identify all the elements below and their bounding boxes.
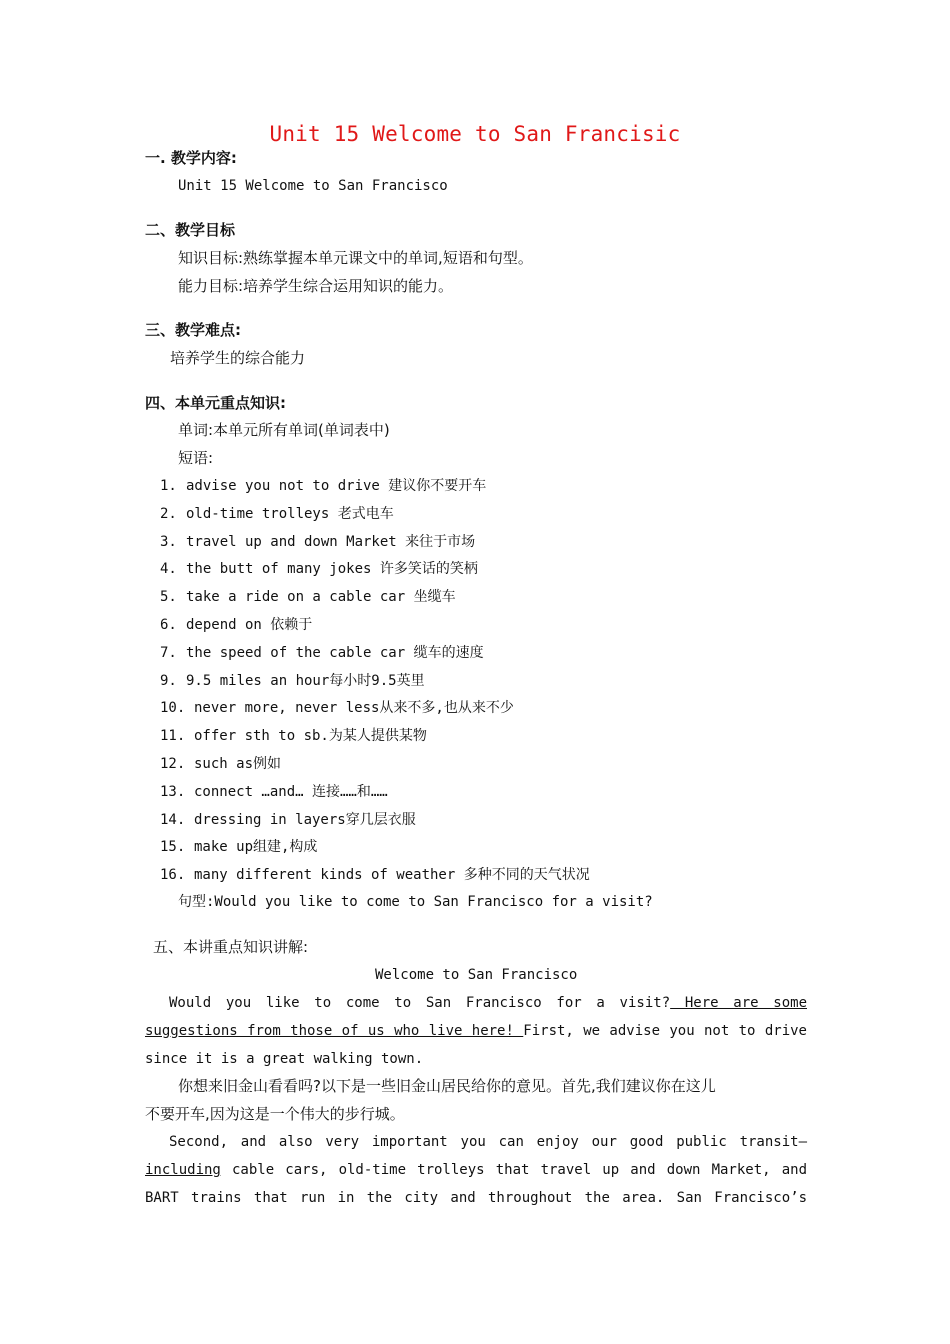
phrase-number: 15. — [160, 839, 186, 856]
section-2-heading: 二、教学目标 — [145, 221, 236, 239]
phrase-item — [160, 698, 514, 718]
passage-underlined-text: suggestions from those of us who live here! — [145, 1023, 524, 1039]
phrase-text: dressing in layers穿几层衣服 — [194, 811, 416, 828]
phrase-item — [160, 754, 281, 774]
document-title: Unit 15 Welcome to San Francisic — [269, 122, 681, 146]
phrase-number: 2. — [160, 505, 177, 522]
phrase-item — [160, 643, 484, 663]
translation-line-1: 你想来旧金山看看吗?以下是一些旧金山居民给你的意见。首先,我们建议你在这儿 — [178, 1077, 716, 1095]
section-3-heading: 三、教学难点: — [145, 321, 241, 339]
phrase-text: make up组建,构成 — [194, 839, 318, 856]
passage-p1-line-3: since it is a great walking town. — [145, 1051, 424, 1067]
phrase-item — [160, 810, 416, 830]
phrase-text: travel up and down Market 来往于市场 — [186, 533, 476, 550]
phrase-item — [160, 587, 456, 607]
passage-text: Would you like to come to San Francisco for a visit? — [169, 995, 671, 1011]
passage-p1-line-1 — [169, 993, 807, 1013]
passage-underlined-text: including — [145, 1162, 221, 1178]
phrase-text: the butt of many jokes 许多笑话的笑柄 — [186, 561, 478, 578]
section-4-words: 单词:本单元所有单词(单词表中) — [178, 421, 390, 439]
passage-text: First, we advise you not to drive — [523, 1023, 807, 1039]
passage-p3-line-1: Second, and also very important you can enjoy our good public transit— — [169, 1134, 807, 1150]
phrase-text: never more, never less从来不多,也从来不少 — [194, 700, 514, 717]
phrase-text: take a ride on a cable car 坐缆车 — [186, 589, 456, 606]
phrase-number: 11. — [160, 728, 186, 745]
section-2-line-2: 能力目标:培养学生综合运用知识的能力。 — [178, 277, 454, 295]
phrase-item — [160, 532, 475, 552]
section-4-heading: 四、本单元重点知识: — [145, 394, 286, 412]
passage-p3-line-2 — [145, 1160, 807, 1180]
phrase-number: 4. — [160, 561, 177, 578]
phrase-item — [160, 837, 317, 857]
phrase-number: 13. — [160, 783, 186, 800]
phrase-item — [160, 504, 394, 524]
passage-underlined-text: Here are some — [670, 995, 807, 1011]
phrase-item — [160, 671, 425, 691]
phrase-text: the speed of the cable car 缆车的速度 — [186, 644, 484, 661]
phrase-number: 10. — [160, 700, 186, 717]
phrase-number: 6. — [160, 617, 177, 633]
phrase-text: depend on 依赖于 — [186, 617, 313, 633]
phrase-item — [160, 476, 486, 496]
phrase-item — [160, 726, 427, 746]
section-1-body: Unit 15 Welcome to San Francisco — [178, 178, 448, 194]
passage-text: cable cars, old-time trolleys that travel up and down Market, and — [220, 1162, 807, 1178]
phrase-text: connect …and… 连接……和…… — [194, 783, 388, 800]
phrase-item — [160, 559, 478, 579]
translation-line-2: 不要开车,因为这是一个伟大的步行城。 — [145, 1105, 405, 1123]
phrase-number: 1. — [160, 478, 177, 494]
phrase-text: many different kinds of weather 多种不同的天气状况 — [194, 867, 590, 884]
phrase-number: 7. — [160, 644, 177, 661]
phrase-text: offer sth to sb.为某人提供某物 — [194, 728, 427, 745]
phrase-item — [160, 865, 590, 885]
section-5-heading: 五、本讲重点知识讲解: — [153, 938, 309, 956]
passage-p1-line-2 — [145, 1021, 807, 1041]
passage-p3-line-3: BART trains that run in the city and throughout the area. San Francisco’s — [145, 1190, 807, 1206]
phrase-text: advise you not to drive 建议你不要开车 — [186, 478, 487, 494]
phrase-number: 12. — [160, 756, 186, 772]
section-2-line-1: 知识目标:熟练掌握本单元课文中的单词,短语和句型。 — [178, 249, 533, 267]
phrase-item — [160, 782, 388, 802]
phrase-number: 16. — [160, 867, 186, 884]
passage-title: Welcome to San Francisco — [375, 967, 578, 983]
section-1-heading: 一. 教学内容: — [145, 149, 237, 167]
section-3-body: 培养学生的综合能力 — [170, 349, 306, 367]
phrase-text: old-time trolleys 老式电车 — [186, 505, 394, 522]
phrase-item — [160, 615, 312, 635]
section-4-phrases-label: 短语: — [178, 449, 214, 467]
section-4-sentence: 句型:Would you like to come to San Francisco for a visit? — [178, 894, 653, 910]
phrase-number: 3. — [160, 533, 177, 550]
phrase-text: 9.5 miles an hour每小时9.5英里 — [186, 672, 425, 689]
phrase-number: 14. — [160, 811, 186, 828]
phrase-number: 9. — [160, 672, 177, 689]
phrase-text: such as例如 — [194, 756, 282, 772]
phrase-number: 5. — [160, 589, 177, 606]
